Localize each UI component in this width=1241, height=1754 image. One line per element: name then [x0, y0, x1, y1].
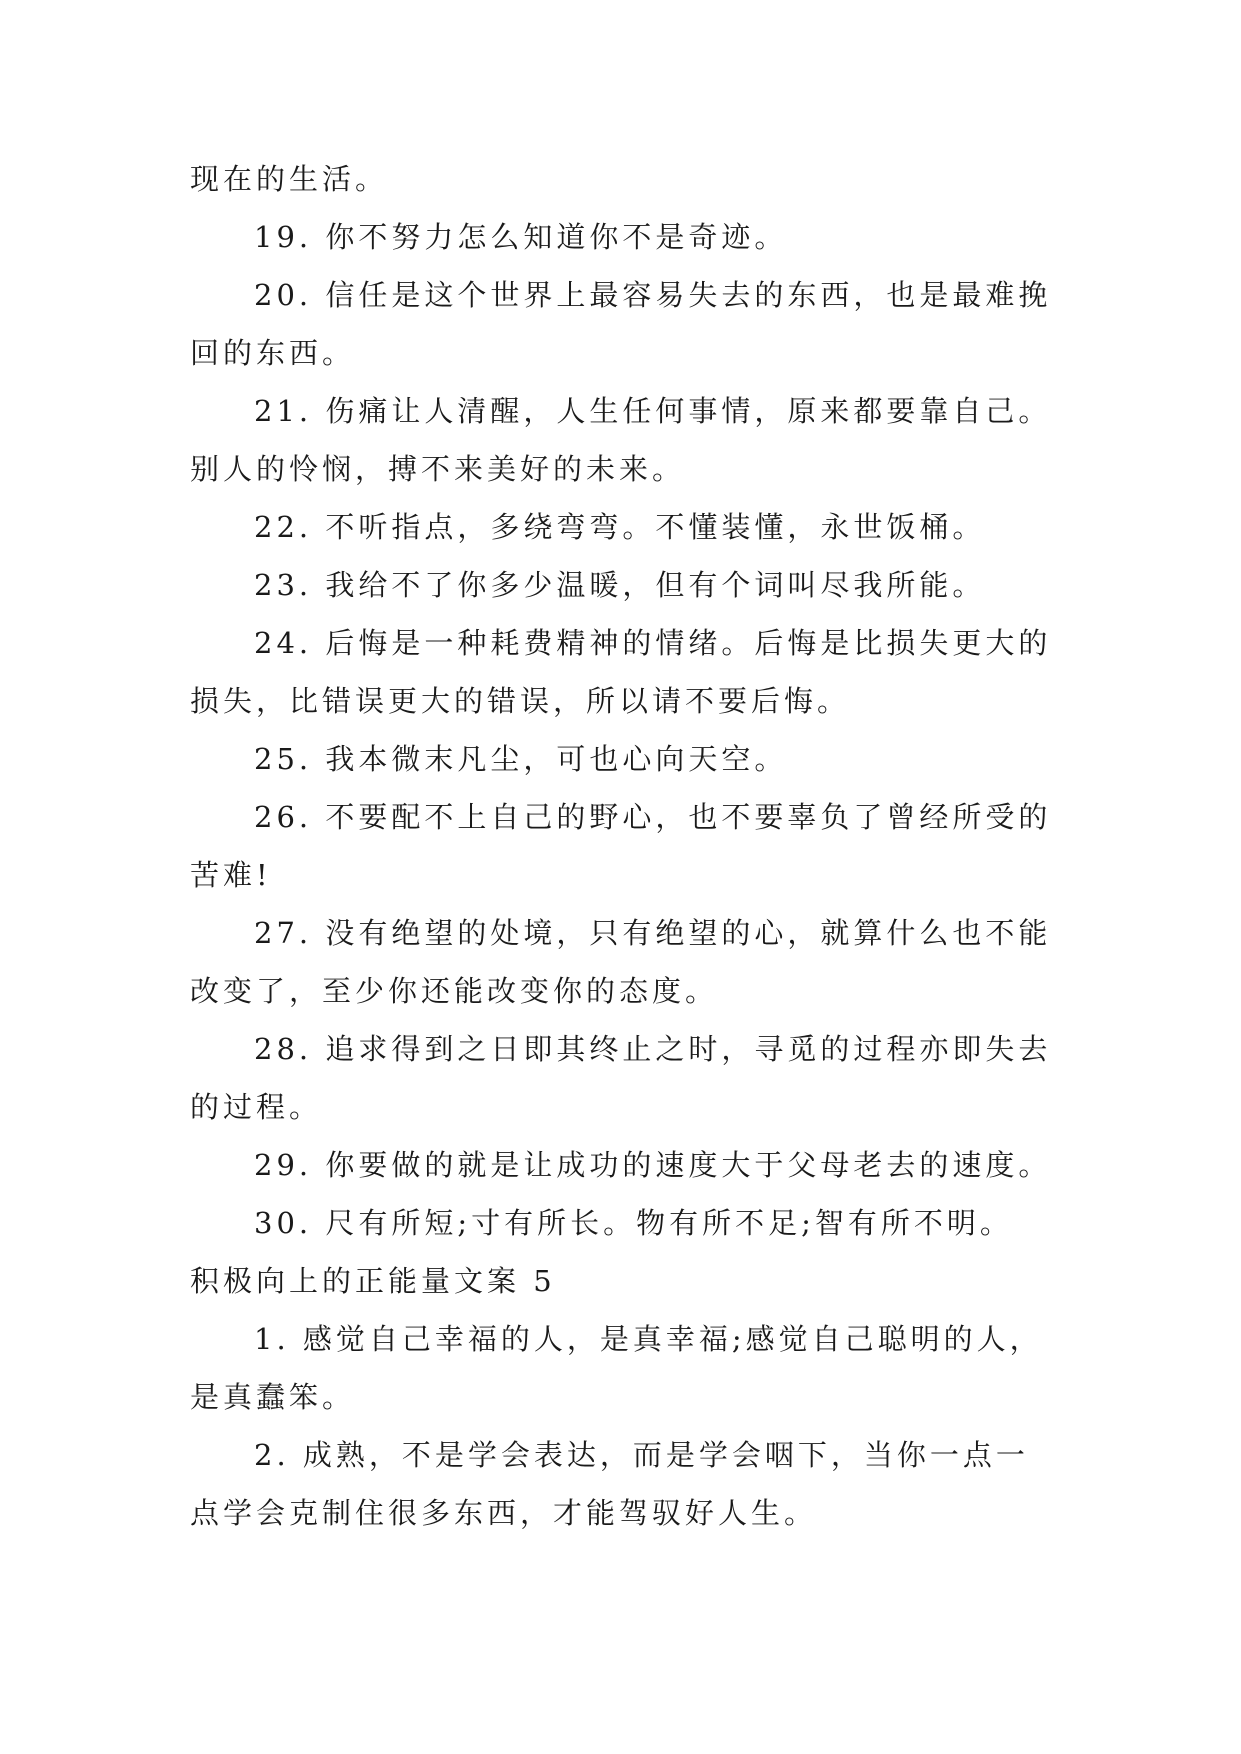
text-line: 25. 我本微末凡尘，可也心向天空。: [254, 742, 788, 776]
text-line: 24. 后悔是一种耗费精神的情绪。后悔是比损失更大的: [254, 626, 1052, 660]
text-line: 点学会克制住很多东西，才能驾驭好人生。: [190, 1496, 818, 1530]
text-line: 27. 没有绝望的处境，只有绝望的心，就算什么也不能: [254, 916, 1052, 950]
text-line: 23. 我给不了你多少温暖，但有个词叫尽我所能。: [254, 568, 986, 602]
text-line: 28. 追求得到之日即其终止之时，寻觅的过程亦即失去: [254, 1032, 1052, 1066]
text-line: 22. 不听指点，多绕弯弯。不懂装懂，永世饭桶。: [254, 510, 986, 544]
text-line: 1. 感觉自己幸福的人，是真幸福;感觉自己聪明的人，: [254, 1322, 1043, 1356]
text-line: 2. 成熟，不是学会表达，而是学会咽下，当你一点一: [254, 1438, 1029, 1472]
text-line: 现在的生活。: [190, 162, 389, 196]
text-line: 30. 尺有所短;寸有所长。物有所不足;智有所不明。: [254, 1206, 1013, 1240]
text-line: 损失，比错误更大的错误，所以请不要后悔。: [190, 684, 851, 718]
text-line: 苦难!: [190, 858, 272, 892]
text-line: 别人的怜悯，搏不来美好的未来。: [190, 452, 686, 486]
text-line: 19. 你不努力怎么知道你不是奇迹。: [254, 220, 788, 254]
text-line: 改变了，至少你还能改变你的态度。: [190, 974, 719, 1008]
text-line: 21. 伤痛让人清醒，人生任何事情，原来都要靠自己。: [254, 394, 1052, 428]
text-line: 20. 信任是这个世界上最容易失去的东西，也是最难挽: [254, 278, 1052, 312]
text-line: 回的东西。: [190, 336, 356, 370]
section-heading: 积极向上的正能量文案 5: [190, 1264, 556, 1298]
text-line: 的过程。: [190, 1090, 323, 1124]
document-body: [190, 150, 1060, 1542]
text-line: 29. 你要做的就是让成功的速度大于父母老去的速度。: [254, 1148, 1052, 1182]
text-line: 是真蠢笨。: [190, 1380, 356, 1414]
text-line: 26. 不要配不上自己的野心，也不要辜负了曾经所受的: [254, 800, 1052, 834]
